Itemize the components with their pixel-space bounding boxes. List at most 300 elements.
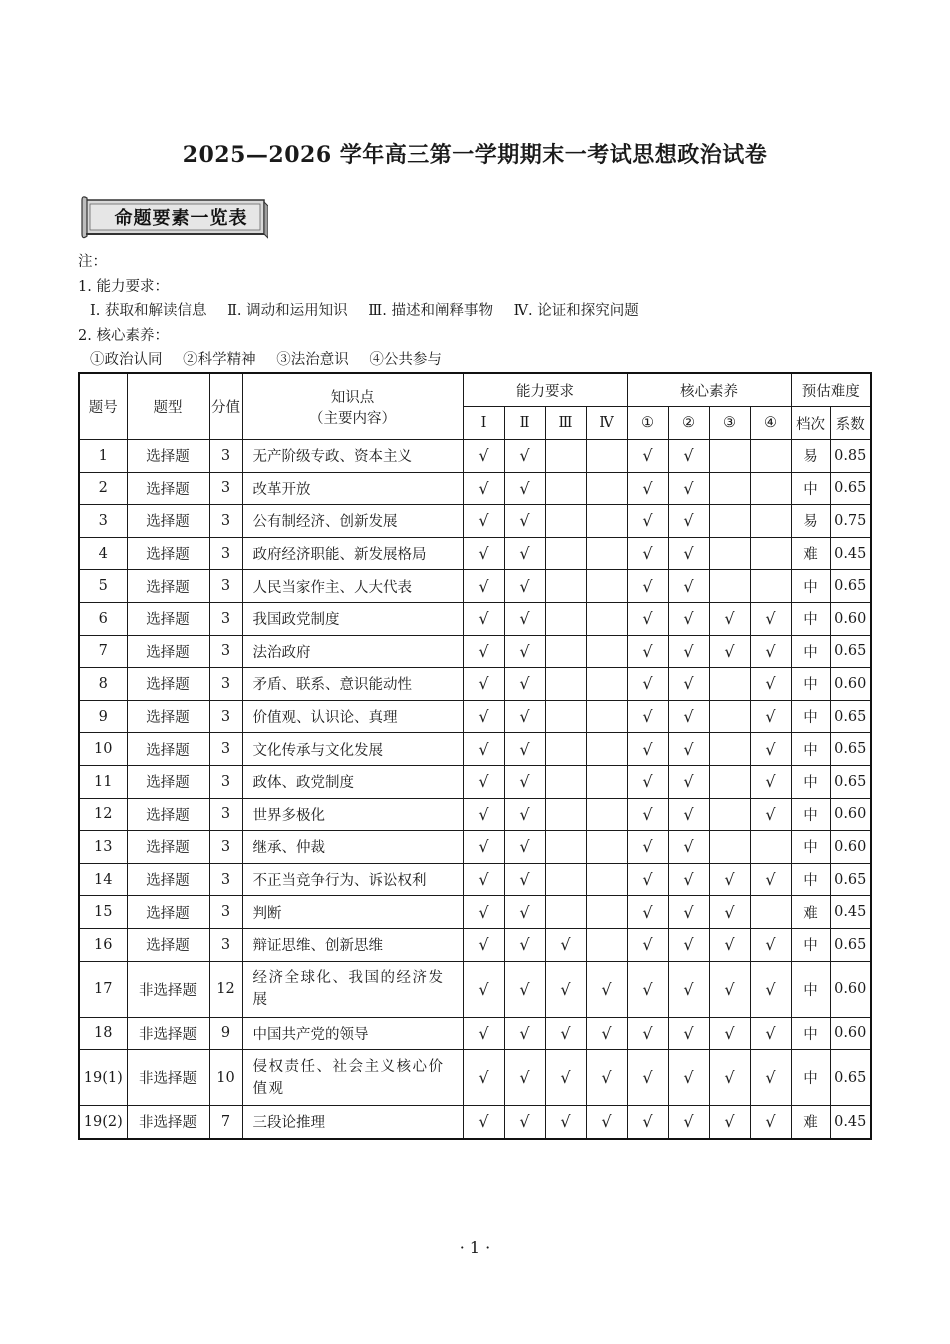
header-literacy-4: ④ bbox=[750, 407, 791, 440]
cell-number: 12 bbox=[79, 798, 127, 831]
cell-level: 中 bbox=[791, 928, 830, 961]
cell-literacy-3: √ bbox=[709, 602, 750, 635]
cell-number: 10 bbox=[79, 733, 127, 766]
cell-level: 中 bbox=[791, 798, 830, 831]
cell-type: 选择题 bbox=[127, 668, 209, 701]
cell-literacy-2: √ bbox=[668, 1050, 709, 1106]
cell-topic: 无产阶级专政、资本主义 bbox=[242, 440, 463, 473]
cell-literacy-3 bbox=[709, 733, 750, 766]
table-row bbox=[79, 1017, 871, 1050]
cell-literacy-3 bbox=[709, 440, 750, 473]
cell-level: 中 bbox=[791, 733, 830, 766]
header-ability: 能力要求 bbox=[463, 373, 627, 407]
cell-literacy-1: √ bbox=[627, 472, 668, 505]
cell-literacy-3: √ bbox=[709, 1017, 750, 1050]
cell-ability-4 bbox=[586, 928, 627, 961]
cell-score: 3 bbox=[209, 733, 242, 766]
table-row bbox=[79, 668, 871, 701]
cell-coef: 0.65 bbox=[830, 635, 871, 668]
cell-level: 中 bbox=[791, 668, 830, 701]
cell-score: 3 bbox=[209, 570, 242, 603]
cell-type: 选择题 bbox=[127, 472, 209, 505]
table-row bbox=[79, 961, 871, 1017]
cell-level: 中 bbox=[791, 831, 830, 864]
cell-literacy-1: √ bbox=[627, 505, 668, 538]
cell-topic: 政体、政党制度 bbox=[242, 765, 463, 798]
cell-type: 选择题 bbox=[127, 896, 209, 929]
cell-literacy-2: √ bbox=[668, 863, 709, 896]
cell-ability-4 bbox=[586, 440, 627, 473]
cell-topic: 经济全球化、我国的经济发展 bbox=[242, 961, 463, 1017]
cell-coef: 0.60 bbox=[830, 798, 871, 831]
cell-literacy-2: √ bbox=[668, 961, 709, 1017]
cell-literacy-4: √ bbox=[750, 700, 791, 733]
cell-coef: 0.65 bbox=[830, 863, 871, 896]
cell-literacy-1: √ bbox=[627, 798, 668, 831]
literacy-2: ②科学精神 bbox=[183, 352, 256, 368]
table-row bbox=[79, 570, 871, 603]
cell-literacy-2: √ bbox=[668, 928, 709, 961]
cell-ability-4: √ bbox=[586, 1050, 627, 1106]
cell-ability-2: √ bbox=[504, 1017, 545, 1050]
cell-topic: 矛盾、联系、意识能动性 bbox=[242, 668, 463, 701]
cell-score: 3 bbox=[209, 668, 242, 701]
header-type: 题型 bbox=[127, 373, 209, 440]
cell-number: 7 bbox=[79, 635, 127, 668]
cell-coef: 0.65 bbox=[830, 1050, 871, 1106]
cell-ability-2: √ bbox=[504, 668, 545, 701]
cell-literacy-1: √ bbox=[627, 700, 668, 733]
cell-coef: 0.65 bbox=[830, 472, 871, 505]
cell-ability-4 bbox=[586, 765, 627, 798]
cell-ability-2: √ bbox=[504, 733, 545, 766]
cell-literacy-1: √ bbox=[627, 896, 668, 929]
cell-literacy-1: √ bbox=[627, 765, 668, 798]
cell-ability-1: √ bbox=[463, 733, 504, 766]
cell-ability-1: √ bbox=[463, 961, 504, 1017]
header-ability-1: Ⅰ bbox=[463, 407, 504, 440]
table-row bbox=[79, 1106, 871, 1139]
cell-literacy-3: √ bbox=[709, 863, 750, 896]
header-score: 分值 bbox=[209, 373, 242, 440]
cell-ability-1: √ bbox=[463, 505, 504, 538]
cell-score: 3 bbox=[209, 896, 242, 929]
cell-ability-2: √ bbox=[504, 928, 545, 961]
cell-topic: 三段论推理 bbox=[242, 1106, 463, 1139]
cell-literacy-2: √ bbox=[668, 440, 709, 473]
cell-coef: 0.65 bbox=[830, 765, 871, 798]
cell-number: 6 bbox=[79, 602, 127, 635]
cell-ability-1: √ bbox=[463, 896, 504, 929]
cell-ability-3: √ bbox=[545, 1017, 586, 1050]
cell-ability-3 bbox=[545, 798, 586, 831]
cell-ability-4: √ bbox=[586, 1106, 627, 1139]
cell-literacy-4: √ bbox=[750, 765, 791, 798]
table-row bbox=[79, 602, 871, 635]
cell-ability-4 bbox=[586, 863, 627, 896]
cell-topic: 继承、仲裁 bbox=[242, 831, 463, 864]
cell-ability-1: √ bbox=[463, 1106, 504, 1139]
cell-type: 选择题 bbox=[127, 863, 209, 896]
cell-literacy-2: √ bbox=[668, 668, 709, 701]
cell-number: 19(1) bbox=[79, 1050, 127, 1106]
cell-level: 中 bbox=[791, 635, 830, 668]
cell-ability-2: √ bbox=[504, 440, 545, 473]
cell-ability-3 bbox=[545, 896, 586, 929]
cell-topic: 人民当家作主、人大代表 bbox=[242, 570, 463, 603]
cell-ability-1: √ bbox=[463, 440, 504, 473]
cell-literacy-4 bbox=[750, 570, 791, 603]
cell-coef: 0.45 bbox=[830, 1106, 871, 1139]
cell-ability-2: √ bbox=[504, 896, 545, 929]
cell-literacy-1: √ bbox=[627, 961, 668, 1017]
cell-topic: 辩证思维、创新思维 bbox=[242, 928, 463, 961]
cell-level: 难 bbox=[791, 537, 830, 570]
cell-topic: 中国共产党的领导 bbox=[242, 1017, 463, 1050]
cell-literacy-2: √ bbox=[668, 896, 709, 929]
cell-ability-2: √ bbox=[504, 505, 545, 538]
cell-coef: 0.65 bbox=[830, 700, 871, 733]
cell-literacy-2: √ bbox=[668, 537, 709, 570]
cell-level: 中 bbox=[791, 1050, 830, 1106]
cell-type: 选择题 bbox=[127, 831, 209, 864]
cell-score: 3 bbox=[209, 928, 242, 961]
cell-ability-4 bbox=[586, 700, 627, 733]
cell-ability-1: √ bbox=[463, 798, 504, 831]
cell-ability-3: √ bbox=[545, 1050, 586, 1106]
cell-number: 19(2) bbox=[79, 1106, 127, 1139]
cell-literacy-1: √ bbox=[627, 602, 668, 635]
cell-literacy-2: √ bbox=[668, 602, 709, 635]
cell-coef: 0.75 bbox=[830, 505, 871, 538]
cell-ability-4 bbox=[586, 831, 627, 864]
cell-ability-2: √ bbox=[504, 472, 545, 505]
banner-title: 命题要素一览表 bbox=[114, 208, 248, 229]
header-level: 档次 bbox=[791, 407, 830, 440]
header-number: 题号 bbox=[79, 373, 127, 440]
cell-topic: 侵权责任、社会主义核心价值观 bbox=[242, 1050, 463, 1106]
cell-type: 非选择题 bbox=[127, 1017, 209, 1050]
cell-number: 1 bbox=[79, 440, 127, 473]
cell-literacy-2: √ bbox=[668, 505, 709, 538]
cell-topic: 不正当竞争行为、诉讼权利 bbox=[242, 863, 463, 896]
cell-score: 3 bbox=[209, 505, 242, 538]
cell-literacy-4 bbox=[750, 896, 791, 929]
cell-ability-3: √ bbox=[545, 961, 586, 1017]
cell-ability-3 bbox=[545, 668, 586, 701]
notes-item-2: 2. 核心素养： bbox=[78, 327, 169, 344]
cell-ability-2: √ bbox=[504, 961, 545, 1017]
cell-coef: 0.45 bbox=[830, 537, 871, 570]
header-literacy-1: ① bbox=[627, 407, 668, 440]
notes-label: 注： bbox=[78, 254, 107, 270]
cell-coef: 0.85 bbox=[830, 440, 871, 473]
cell-level: 中 bbox=[791, 472, 830, 505]
cell-literacy-3 bbox=[709, 700, 750, 733]
cell-score: 3 bbox=[209, 831, 242, 864]
cell-topic: 我国政党制度 bbox=[242, 602, 463, 635]
header-coef: 系数 bbox=[830, 407, 871, 440]
table-row bbox=[79, 765, 871, 798]
cell-literacy-2: √ bbox=[668, 733, 709, 766]
cell-literacy-4 bbox=[750, 440, 791, 473]
cell-ability-3 bbox=[545, 505, 586, 538]
cell-score: 3 bbox=[209, 537, 242, 570]
cell-ability-2: √ bbox=[504, 765, 545, 798]
cell-literacy-4: √ bbox=[750, 602, 791, 635]
cell-literacy-4: √ bbox=[750, 1106, 791, 1139]
cell-number: 15 bbox=[79, 896, 127, 929]
cell-ability-1: √ bbox=[463, 635, 504, 668]
cell-score: 3 bbox=[209, 635, 242, 668]
cell-ability-1: √ bbox=[463, 602, 504, 635]
cell-ability-4: √ bbox=[586, 1017, 627, 1050]
cell-score: 12 bbox=[209, 961, 242, 1017]
cell-number: 14 bbox=[79, 863, 127, 896]
cell-type: 选择题 bbox=[127, 700, 209, 733]
table-row bbox=[79, 863, 871, 896]
cell-score: 10 bbox=[209, 1050, 242, 1106]
cell-number: 5 bbox=[79, 570, 127, 603]
table-row bbox=[79, 928, 871, 961]
cell-ability-1: √ bbox=[463, 700, 504, 733]
cell-ability-2: √ bbox=[504, 798, 545, 831]
cell-literacy-2: √ bbox=[668, 472, 709, 505]
cell-topic: 法治政府 bbox=[242, 635, 463, 668]
cell-ability-1: √ bbox=[463, 537, 504, 570]
cell-score: 3 bbox=[209, 602, 242, 635]
cell-type: 选择题 bbox=[127, 537, 209, 570]
cell-ability-3 bbox=[545, 765, 586, 798]
cell-score: 3 bbox=[209, 798, 242, 831]
cell-level: 中 bbox=[791, 1017, 830, 1050]
cell-type: 选择题 bbox=[127, 570, 209, 603]
cell-literacy-1: √ bbox=[627, 537, 668, 570]
cell-ability-4 bbox=[586, 733, 627, 766]
cell-number: 13 bbox=[79, 831, 127, 864]
cell-ability-1: √ bbox=[463, 863, 504, 896]
cell-type: 非选择题 bbox=[127, 961, 209, 1017]
cell-literacy-4: √ bbox=[750, 733, 791, 766]
header-knowledge-line2: （主要内容） bbox=[309, 410, 396, 427]
cell-ability-1: √ bbox=[463, 472, 504, 505]
cell-literacy-2: √ bbox=[668, 798, 709, 831]
cell-level: 中 bbox=[791, 602, 830, 635]
literacy-list bbox=[78, 348, 639, 373]
cell-topic: 价值观、认识论、真理 bbox=[242, 700, 463, 733]
question-elements-table bbox=[78, 372, 872, 1140]
cell-number: 3 bbox=[79, 505, 127, 538]
section-banner bbox=[80, 196, 268, 240]
cell-type: 选择题 bbox=[127, 635, 209, 668]
table-row bbox=[79, 440, 871, 473]
cell-literacy-4 bbox=[750, 472, 791, 505]
page-title: 2025—2026 学年高三第一学期期末一考试思想政治试卷 bbox=[182, 142, 768, 168]
cell-literacy-3: √ bbox=[709, 961, 750, 1017]
table-row bbox=[79, 1050, 871, 1106]
cell-level: 难 bbox=[791, 896, 830, 929]
cell-topic: 世界多极化 bbox=[242, 798, 463, 831]
cell-literacy-3 bbox=[709, 537, 750, 570]
cell-level: 易 bbox=[791, 440, 830, 473]
table-row bbox=[79, 537, 871, 570]
cell-literacy-2: √ bbox=[668, 1017, 709, 1050]
cell-literacy-1: √ bbox=[627, 440, 668, 473]
cell-level: 中 bbox=[791, 700, 830, 733]
cell-literacy-4 bbox=[750, 831, 791, 864]
cell-coef: 0.65 bbox=[830, 928, 871, 961]
cell-literacy-4: √ bbox=[750, 928, 791, 961]
header-ability-3: Ⅲ bbox=[545, 407, 586, 440]
cell-literacy-3: √ bbox=[709, 928, 750, 961]
literacy-3: ③法治意识 bbox=[276, 352, 349, 368]
cell-literacy-1: √ bbox=[627, 1050, 668, 1106]
cell-literacy-2: √ bbox=[668, 570, 709, 603]
cell-literacy-2: √ bbox=[668, 635, 709, 668]
cell-literacy-3: √ bbox=[709, 896, 750, 929]
cell-ability-2: √ bbox=[504, 602, 545, 635]
cell-literacy-4 bbox=[750, 505, 791, 538]
table-row bbox=[79, 798, 871, 831]
cell-type: 选择题 bbox=[127, 440, 209, 473]
cell-number: 16 bbox=[79, 928, 127, 961]
cell-level: 中 bbox=[791, 765, 830, 798]
cell-literacy-1: √ bbox=[627, 863, 668, 896]
cell-literacy-4: √ bbox=[750, 635, 791, 668]
cell-ability-3 bbox=[545, 472, 586, 505]
cell-literacy-2: √ bbox=[668, 700, 709, 733]
page-number: · 1 · bbox=[459, 1238, 491, 1257]
cell-literacy-1: √ bbox=[627, 1017, 668, 1050]
ability-list bbox=[78, 299, 639, 324]
cell-number: 8 bbox=[79, 668, 127, 701]
cell-literacy-3 bbox=[709, 668, 750, 701]
cell-score: 3 bbox=[209, 765, 242, 798]
cell-literacy-4: √ bbox=[750, 798, 791, 831]
cell-literacy-3: √ bbox=[709, 1106, 750, 1139]
cell-ability-1: √ bbox=[463, 1017, 504, 1050]
cell-ability-3 bbox=[545, 863, 586, 896]
ability-3: Ⅲ. 描述和阐释事物 bbox=[368, 303, 493, 319]
header-knowledge bbox=[242, 373, 463, 440]
cell-literacy-1: √ bbox=[627, 570, 668, 603]
cell-coef: 0.60 bbox=[830, 961, 871, 1017]
header-knowledge-line1: 知识点 bbox=[330, 389, 375, 406]
cell-level: 中 bbox=[791, 961, 830, 1017]
cell-literacy-3 bbox=[709, 570, 750, 603]
cell-ability-4 bbox=[586, 570, 627, 603]
cell-type: 选择题 bbox=[127, 798, 209, 831]
table-row bbox=[79, 472, 871, 505]
cell-number: 17 bbox=[79, 961, 127, 1017]
cell-topic: 政府经济职能、新发展格局 bbox=[242, 537, 463, 570]
cell-literacy-3: √ bbox=[709, 1050, 750, 1106]
cell-type: 非选择题 bbox=[127, 1050, 209, 1106]
cell-number: 11 bbox=[79, 765, 127, 798]
cell-type: 选择题 bbox=[127, 928, 209, 961]
cell-number: 18 bbox=[79, 1017, 127, 1050]
cell-type: 非选择题 bbox=[127, 1106, 209, 1139]
cell-ability-3 bbox=[545, 635, 586, 668]
cell-ability-3 bbox=[545, 570, 586, 603]
cell-literacy-1: √ bbox=[627, 831, 668, 864]
cell-literacy-4 bbox=[750, 537, 791, 570]
cell-ability-4 bbox=[586, 472, 627, 505]
header-difficulty: 预估难度 bbox=[791, 373, 871, 407]
cell-coef: 0.65 bbox=[830, 570, 871, 603]
notes-item-1: 1. 能力要求： bbox=[78, 278, 169, 295]
cell-score: 3 bbox=[209, 700, 242, 733]
cell-ability-4 bbox=[586, 896, 627, 929]
cell-ability-1: √ bbox=[463, 765, 504, 798]
cell-ability-4 bbox=[586, 798, 627, 831]
cell-ability-3: √ bbox=[545, 928, 586, 961]
cell-topic: 文化传承与文化发展 bbox=[242, 733, 463, 766]
cell-literacy-3: √ bbox=[709, 635, 750, 668]
cell-ability-1: √ bbox=[463, 831, 504, 864]
literacy-1: ①政治认同 bbox=[90, 352, 163, 368]
cell-score: 7 bbox=[209, 1106, 242, 1139]
cell-ability-4 bbox=[586, 635, 627, 668]
cell-type: 选择题 bbox=[127, 733, 209, 766]
header-literacy-2: ② bbox=[668, 407, 709, 440]
cell-ability-1: √ bbox=[463, 668, 504, 701]
cell-score: 3 bbox=[209, 472, 242, 505]
cell-coef: 0.65 bbox=[830, 733, 871, 766]
cell-level: 易 bbox=[791, 505, 830, 538]
table-row bbox=[79, 505, 871, 538]
cell-type: 选择题 bbox=[127, 765, 209, 798]
cell-literacy-1: √ bbox=[627, 635, 668, 668]
cell-ability-3 bbox=[545, 831, 586, 864]
cell-literacy-4: √ bbox=[750, 668, 791, 701]
cell-ability-3 bbox=[545, 537, 586, 570]
cell-ability-3 bbox=[545, 700, 586, 733]
cell-ability-2: √ bbox=[504, 831, 545, 864]
cell-ability-2: √ bbox=[504, 1106, 545, 1139]
cell-ability-4: √ bbox=[586, 961, 627, 1017]
cell-literacy-1: √ bbox=[627, 733, 668, 766]
cell-ability-4 bbox=[586, 505, 627, 538]
cell-ability-3: √ bbox=[545, 1106, 586, 1139]
cell-type: 选择题 bbox=[127, 505, 209, 538]
cell-literacy-2: √ bbox=[668, 765, 709, 798]
cell-literacy-4: √ bbox=[750, 1050, 791, 1106]
cell-literacy-3 bbox=[709, 798, 750, 831]
table-row bbox=[79, 733, 871, 766]
cell-literacy-4: √ bbox=[750, 863, 791, 896]
cell-ability-1: √ bbox=[463, 928, 504, 961]
cell-ability-1: √ bbox=[463, 570, 504, 603]
cell-ability-4 bbox=[586, 668, 627, 701]
cell-score: 9 bbox=[209, 1017, 242, 1050]
cell-coef: 0.60 bbox=[830, 831, 871, 864]
table-row bbox=[79, 896, 871, 929]
cell-literacy-2: √ bbox=[668, 831, 709, 864]
cell-ability-4 bbox=[586, 602, 627, 635]
cell-literacy-3 bbox=[709, 505, 750, 538]
cell-ability-3 bbox=[545, 440, 586, 473]
table-row bbox=[79, 635, 871, 668]
header-ability-4: Ⅳ bbox=[586, 407, 627, 440]
cell-topic: 公有制经济、创新发展 bbox=[242, 505, 463, 538]
cell-ability-3 bbox=[545, 733, 586, 766]
cell-type: 选择题 bbox=[127, 602, 209, 635]
header-literacy-3: ③ bbox=[709, 407, 750, 440]
cell-level: 中 bbox=[791, 570, 830, 603]
cell-literacy-3 bbox=[709, 831, 750, 864]
literacy-4: ④公共参与 bbox=[369, 352, 442, 368]
